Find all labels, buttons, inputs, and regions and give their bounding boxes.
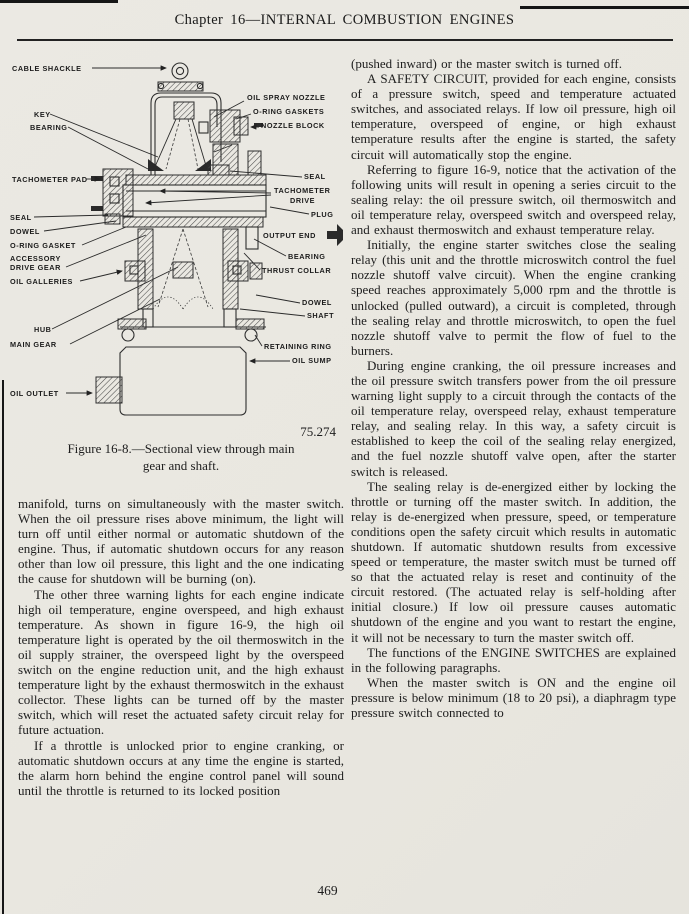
diagram-label-seal-left: SEAL	[10, 213, 32, 222]
diagram-label-oil-spray-nozzle: OIL SPRAY NOZZLE	[247, 93, 326, 102]
right-column	[351, 56, 676, 720]
diagram-label-oil-galleries: OIL GALLERIES	[10, 277, 73, 286]
inner-gear-cone-part	[148, 102, 211, 171]
diagram-label-tachometer-pad: TACHOMETER PAD	[12, 175, 88, 184]
scan-artifact-top-left	[0, 0, 118, 3]
figure-caption-line2: gear and shaft.	[142, 458, 220, 473]
diagram-label-key: KEY	[34, 110, 51, 119]
oil-sump-part	[120, 347, 246, 415]
chapter-header: Chapter 16—INTERNAL COMBUSTION ENGINES	[174, 12, 515, 28]
diagram-label-nozzle-block: NOZZLE BLOCK	[261, 121, 325, 130]
paragraph: (pushed inward) or the master switch is turned off.	[351, 56, 622, 71]
diagram-label-dowel-left: DOWEL	[10, 227, 40, 236]
diagram-label-oil-outlet: OIL OUTLET	[10, 389, 59, 398]
diagram-label-dowel-right: DOWEL	[302, 298, 332, 307]
scan-artifact-left-edge	[2, 380, 4, 914]
lower-flange-part	[123, 217, 263, 227]
scan-artifact-top-right	[520, 6, 689, 9]
output-bearing-part	[246, 227, 258, 249]
diagram-label-cable-shackle: CABLE SHACKLE	[12, 64, 82, 73]
bottom-flange-part	[118, 319, 266, 341]
paragraph: The sealing relay is de-energized either by locking the throttle or turning off the master switch. In addition, the relay is de-energized when pressure, speed, or temperature conditions open the safety circuit which results in automatic shutdown. If automatic shutdown results from excessive speed or temperature, the master switch must be turned off so that the actuated relay is reset and continuity of the circuit restored. (The actuated relay is self-holding after initial closure.) If low oil pressure causes automatic shutdown of the engine and you want to restart the engine, it will not be necessary to turn the master switch off.	[351, 478, 676, 645]
diagram-label-o-ring-gaskets: O-RING GASKETS	[253, 107, 325, 116]
header-rule	[17, 39, 673, 41]
diagram-label-output-end: OUTPUT END	[263, 231, 316, 240]
paragraph: The functions of the ENGINE SWITCHES are explained in the following paragraphs.	[351, 644, 676, 675]
output-end-arrow-icon	[327, 224, 343, 246]
diagram-label-plug: PLUG	[311, 210, 334, 219]
diagram-label-accessory: ACCESSORY	[10, 254, 61, 263]
paragraph: Initially, the engine starter switches close the sealing relay (this unit and the throttle microswitch control the fuel nozzle shutoff valve circuit). When the engine cranking speed reaches approximately 5,000 rpm and the throttle is unlocked (pulled outward), a circuit is completed, through the sealing relay and throttle microswitch, to open the fuel nozzle shutoff valve to permit the flow of fuel to the burners.	[351, 237, 676, 358]
paragraph: If a throttle is unlocked prior to engine cranking, or automatic shutdown occurs at any time the engine is started, the alarm horn behind the engine control panel will sound until the throttle is returned to its locked position	[18, 737, 344, 798]
diagram-label-shaft: SHAFT	[307, 311, 335, 320]
paragraph: manifold, turns on simultaneously with the master switch. When the oil pressure rises above minimum, the light will turn off until either normal or automatic shutdown of the engine. Thus, if automatic shutdown occurs for any reason other than low oil pressure, this light and the one indicating the cause for shutdown will be burning (on).	[18, 496, 344, 587]
diagram-label-thrust-collar: THRUST COLLAR	[262, 266, 332, 275]
figure-16-8-diagram	[8, 57, 343, 431]
paragraph: A SAFETY CIRCUIT, provided for each engine, consists of a pressure switch, speed and temperature actuated switches, and associated relays. If low oil pressure, high oil temperature, overspeed of engine, or high exhaust temperature results after the engine is started, the safety circuit will automatically stop the engine.	[351, 71, 676, 162]
figure-photo-number: 75.274	[300, 424, 336, 439]
diagram-label-main-gear: MAIN GEAR	[10, 340, 57, 349]
diagram-label-oil-sump: OIL SUMP	[292, 356, 332, 365]
diagram-label-drive: DRIVE	[290, 196, 316, 205]
oil-outlet-part	[96, 377, 122, 403]
diagram-label-tachometer: TACHOMETER	[274, 186, 331, 195]
diagram-label-hub: HUB	[34, 325, 52, 334]
paragraph: The other three warning lights for each engine indicate high oil temperature, engine overspeed, and high exhaust temperature. As shown in figure 16-9, the high oil temperature light is operated by the oil thermoswitch in the oil supply strainer, the overspeed light by the overspeed switch on the engine reduction unit, and the high exhaust temperature light by the exhaust thermoswitch in the exhaust collector. These lights can be turned off by the master switch, which will reset the actuated safety circuit relay for future actuation.	[18, 586, 344, 738]
diagram-label-drive-gear: DRIVE GEAR	[10, 263, 61, 272]
figure-caption-line1: Figure 16-8.—Sectional view through main	[67, 441, 295, 456]
nozzle-block-part	[199, 110, 263, 175]
diagram-label-bearing-right: BEARING	[288, 252, 326, 261]
tachometer-drive-shaft-part	[123, 185, 266, 217]
paragraph: When the master switch is ON and the engine oil pressure is below minimum (18 to 20 psi), a diaphragm type pressure switch connected to	[351, 674, 676, 721]
page-number: 469	[317, 883, 338, 898]
upper-flange-part	[126, 175, 266, 185]
lower-housing-part	[125, 229, 262, 327]
paragraph: During engine cranking, the oil pressure increases and the oil pressure switch transfers power from the oil pressure warning light supply to a circuit through the contacts of the oil temperature relay, overspeed relay, exhaust temperature relay, and sealing relay. In this way, a safety circuit is established to keep the coil of the sealing relay energized, and the fuel nozzle shutoff valve open, after the starter switch is released.	[351, 357, 676, 479]
diagram-label-seal-right: SEAL	[304, 172, 326, 181]
tachometer-pad-part	[91, 169, 133, 224]
paragraph: Referring to figure 16-9, notice that the activation of the following units will result in opening a series circuit to the sealing relay: the oil pressure switch, oil thermoswitch and oil temperature relay, overspeed switch and overspeed relay, and exhaust thermoswitch and exhaust temperature relay.	[351, 161, 676, 238]
cable-shackle-part	[158, 63, 203, 91]
left-column	[18, 496, 344, 798]
diagram-label-bearing-left: BEARING	[30, 123, 68, 132]
diagram-label-o-ring-gasket: O-RING GASKET	[10, 241, 76, 250]
diagram-label-retaining-ring: RETAINING RING	[264, 342, 332, 351]
